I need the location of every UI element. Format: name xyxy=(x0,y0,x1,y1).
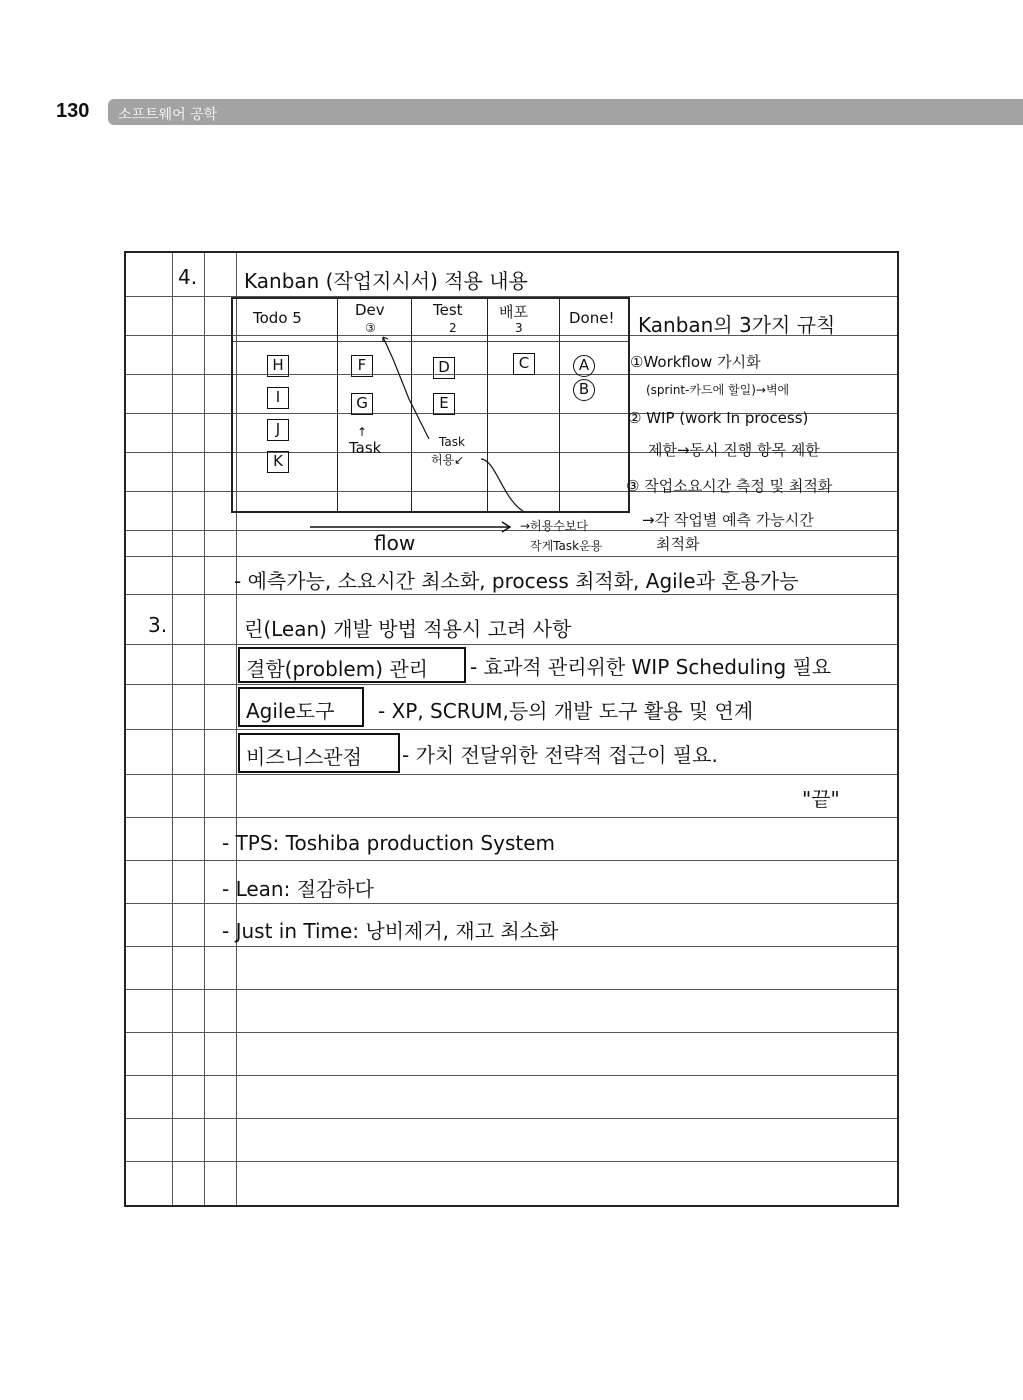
principle-3: ③ 작업소요시간 측정 및 최적화 xyxy=(626,477,833,495)
footnote: - Just in Time: 낭비제거, 재고 최소화 xyxy=(222,919,559,943)
ruled-line xyxy=(126,644,897,645)
answer-sheet xyxy=(124,251,899,1207)
flow-result-2: 작게Task운용 xyxy=(530,539,603,553)
lean-label: 비즈니스관점 xyxy=(246,745,362,769)
q4-title: Kanban (작업지시서) 적용 내용 xyxy=(244,269,528,293)
test-note-2: 허용↙ xyxy=(431,453,465,467)
ruled-line xyxy=(126,989,897,990)
end-mark: "끝" xyxy=(802,787,840,811)
ruled-line xyxy=(126,1118,897,1119)
principle-2: ② WIP (work In process) xyxy=(628,409,809,427)
lean-label-box xyxy=(238,687,364,727)
kanban-col-dev: Dev xyxy=(355,301,385,319)
ruled-line xyxy=(126,860,897,861)
kanban-col-todo: Todo 5 xyxy=(253,309,302,327)
lean-label: Agile도구 xyxy=(246,699,335,723)
kanban-card: D xyxy=(433,357,455,379)
test-note: Task xyxy=(439,435,465,449)
kanban-col-test: Test xyxy=(433,301,463,319)
kanban-col-dev-limit: ③ xyxy=(365,321,376,335)
ruled-line xyxy=(126,817,897,818)
principle-3-detail-2: 최적화 xyxy=(656,535,700,553)
ruled-line xyxy=(126,1161,897,1162)
lean-desc: - 효과적 관리위한 WIP Scheduling 필요 xyxy=(470,655,832,679)
footnote: - TPS: Toshiba production System xyxy=(222,831,555,855)
q3-number: 3. xyxy=(148,613,168,637)
kanban-card: I xyxy=(267,387,289,409)
lean-label-box xyxy=(238,733,400,773)
kanban-card: A xyxy=(573,355,595,377)
kanban-col-done: Done! xyxy=(569,309,615,327)
kanban-col-test-limit: 2 xyxy=(449,321,457,335)
principle-1: ①Workflow 가시화 xyxy=(630,353,761,371)
ruled-line xyxy=(126,556,897,557)
footnote: - Lean: 절감하다 xyxy=(222,877,374,901)
kanban-card: K xyxy=(267,451,289,473)
ruled-line xyxy=(126,946,897,947)
kanban-col-deploy-limit: 3 xyxy=(515,321,523,335)
flow-arrow xyxy=(310,519,530,535)
dev-note: Task xyxy=(349,439,382,457)
kanban-col-deploy: 배포 xyxy=(499,303,528,321)
ruled-line xyxy=(126,594,897,595)
dev-note-arrow: ↑ xyxy=(357,425,368,439)
flow-result-1: →허용수보다 xyxy=(520,519,589,533)
ruled-line xyxy=(126,774,897,775)
lean-desc: - 가치 전달위한 전략적 접근이 필요. xyxy=(402,743,718,767)
kanban-card: E xyxy=(433,393,455,415)
header-bar xyxy=(108,99,1023,125)
flow-label: flow xyxy=(374,531,416,555)
kanban-summary: - 예측가능, 소요시간 최소화, process 최적화, Agile과 혼용가능 xyxy=(234,569,799,593)
kanban-card: F xyxy=(351,355,373,377)
ruled-line xyxy=(126,729,897,730)
margin-line xyxy=(172,253,173,1205)
kanban-board xyxy=(231,297,630,513)
lean-label-box xyxy=(238,647,466,683)
margin-line xyxy=(204,253,205,1205)
kanban-arrows xyxy=(233,299,632,515)
lean-label: 결함(problem) 관리 xyxy=(246,657,428,681)
ruled-line xyxy=(126,1032,897,1033)
principle-2-detail: 제한→동시 진행 항목 제한 xyxy=(648,441,820,459)
ruled-line xyxy=(126,1075,897,1076)
kanban-card: J xyxy=(267,419,289,441)
kanban-card: B xyxy=(573,379,595,401)
principle-1-detail: (sprint-카드에 할일)→벽에 xyxy=(646,383,790,397)
lean-desc: - XP, SCRUM,등의 개발 도구 활용 및 연계 xyxy=(378,699,754,723)
kanban-card: H xyxy=(267,355,289,377)
principles-title: Kanban의 3가지 규칙 xyxy=(638,313,836,337)
kanban-card: C xyxy=(513,353,535,375)
ruled-line xyxy=(126,903,897,904)
kanban-card: G xyxy=(351,393,373,415)
ruled-line xyxy=(126,684,897,685)
q4-number: 4. xyxy=(178,265,198,289)
q3-title: 린(Lean) 개발 방법 적용시 고려 사항 xyxy=(244,617,572,641)
book-title: 소프트웨어 공학 xyxy=(118,107,218,123)
page-number: 130 xyxy=(56,100,90,122)
principle-3-detail-1: →각 작업별 예측 가능시간 xyxy=(642,511,814,529)
